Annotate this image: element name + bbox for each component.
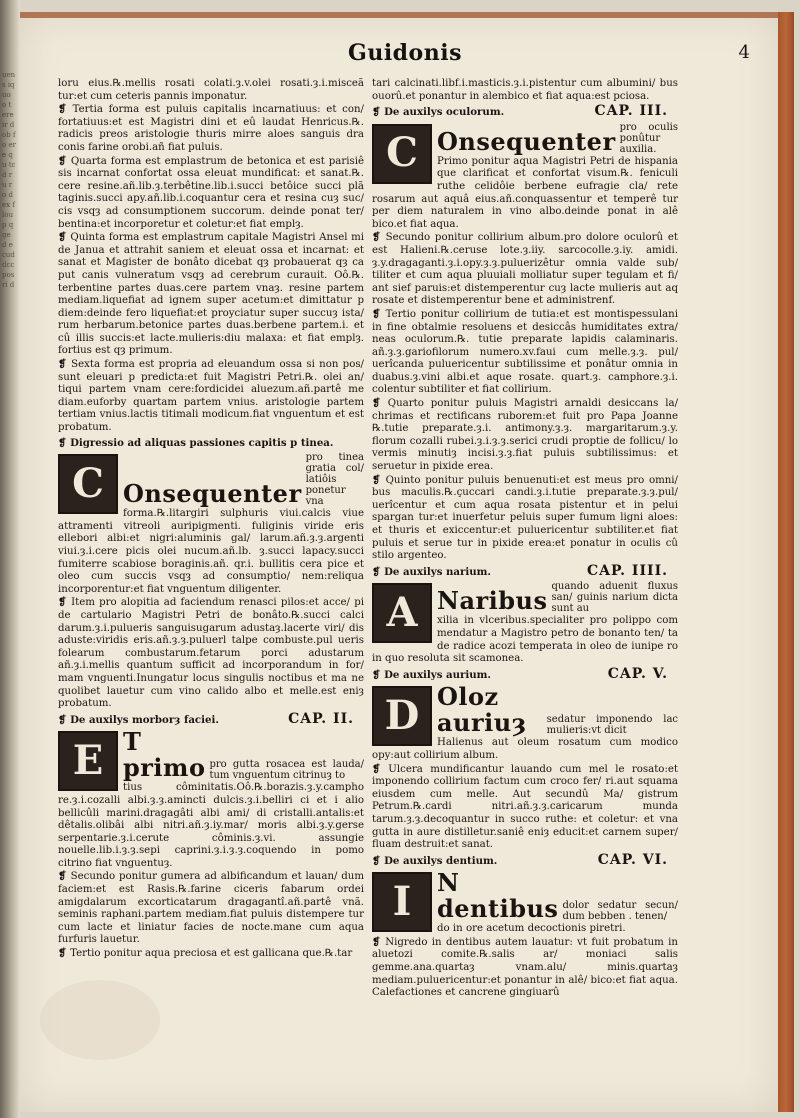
initial-letter: C [386,129,418,177]
section-heading [372,665,678,682]
paragraph-text: Quinto ponitur puluis benuenuti:et est meus pro omni/ bus maculis.℞.çuccari candi.ȝ.i.tutie preparate.ȝ.ȝ.pul/ uerîcentur et cum aqua rosata pistentur et in pelui spargan tur:et inuerfetur peluis super fumum ligni aloes: et thuris et exiccentur:et puluericentur subtiliter.et fiat puluis et serue tur in pixide erea:et ponatur in oculis cû stilo argenteo. [372,474,678,562]
paragraph-text: Quarta forma est emplastrum de betonica et est parisiê sis incarnat confortat ossa eleuat mundificat: et sanat.℞. cere resine.añ.lib.ȝ.terbêtine.lib.i.succi betôice succi plã taginis.succi apy.añ.lib.i.coquantur cera et resina cuȝ suc/ cis vsqȝ ad consumptionem succorum. deinde ponat ter/ bentina:et incorporetur et coletur:et fiat emplȝ. [58,155,364,230]
opening-line [437,684,678,736]
heading-label: De auxilys dentium. [384,854,498,867]
opening-word: Onsequenter [123,479,302,509]
pilcrow-icon: ❡ [58,231,71,244]
opening-gloss: pro tinea gratia col/ latiôis ponetur vna [305,452,364,508]
heading-label: De auxilys narium. [384,565,491,578]
chapter-opening [372,581,678,665]
top-edge [20,12,794,18]
section-heading [58,437,364,450]
opening-word: T primo [123,727,206,783]
opening-text: forma.℞.litargiri sulphuris viui.calcis viue attramenti vitreoli auripigmenti. fuliginis viride eris ellebori albi:et nigri:aluminis gal/ larum.añ.ȝ.ȝ.argenti viui.ȝ.i.cere picis olei nucum.añ.lb. ȝ.succi lapacy.succi fumiterre scabiose boraginis.añ. qr.i. bullitis cera pice et oleo cum succis vsqȝ ad consumptio/ nem:reliqua incorporentur:et fiat vnguentum diligenter. [58,508,364,595]
opening-gloss: pro gutta rosacea est lauda/ tum vnguentum citrinuȝ to [209,759,364,782]
section-heading [372,562,678,579]
paragraph-text: Quarto ponitur puluis Magistri arnaldi desiccans la/ chrimas et rectificans ruborem:et fuit pro Papa Joanne ℞.tutie preparate.ȝ.i. antimony.ȝ.ȝ. margaritarum.ȝ.y. florum cozalli rubei.ȝ.i.ȝ.ȝ.serici crudi proptie de follicu/ lo vermis minutiȝ incisi.ȝ.ȝ.fiat puluis subtilissimus: et seruetur in pixide erea. [372,398,679,473]
opening-gloss: quando aduenit fluxus san/ guinis narium dicta sunt au [551,581,678,615]
heading-label: Digressio ad aliquas passiones capitis p tinea. [70,436,334,449]
pilcrow-icon: ❡ [372,935,386,948]
pilcrow-icon: ❡ [372,565,385,578]
opening-word: Naribus [437,586,548,616]
heading-text [372,566,491,579]
paragraph [58,870,364,947]
folio-number: 4 [738,42,750,63]
paragraph [372,308,678,397]
woodcut-initial [372,686,432,746]
paragraph [372,763,678,852]
section-heading [372,851,678,868]
opening-gloss: pro oculis ponûtur auxilia. [619,121,678,155]
pilcrow-icon: ❡ [58,103,73,116]
paragraph [372,474,678,563]
paragraph-text: Sexta forma est propria ad eleuandum ossa si non pos/ sunt eleuari p predicta:et fuit Magistri Petri.℞. olei an/ tiqui partem vnam cere:fordicidei aluezum.añ.partê me diam.euforby quartam partem vnius. aristologie partem tertiam vnius.lactis titimali modicum.fiat vnguentum et est probatum. [58,359,364,434]
pilcrow-icon: ❡ [58,436,71,449]
pilcrow-icon: ❡ [372,106,385,119]
pilcrow-icon: ❡ [372,397,388,410]
chapter-opening [58,729,364,870]
chapter-number: CAP. IIII. [586,562,668,579]
opening-line [123,729,364,781]
opening-line [123,452,364,507]
woodcut-initial [372,583,432,643]
chapter-number: CAP. II. [288,710,354,727]
heading-label: De auxilys oculorum. [384,106,505,119]
paragraph [372,397,678,474]
heading-text [58,714,219,727]
pilcrow-icon: ❡ [58,358,72,371]
chapter-opening [58,452,364,596]
opening-text: tius côminitatis.Oô.℞.borazis.ȝ.y.campho re.ȝ.i.cozalli albi.ȝ.ȝ.amincti dulcis.ȝ.i.belliri ci et i alio bellicûli marini.dragagâti albi ami/ di cristalli.antalis:et dêtalis.olibâi albi nitri.añ.ȝ.iy.mar/ moris albi.ȝ.y.gerse serpentarie.ȝ.i.cerute côminis.ȝ.vi. assungie nouelle.lib.i.ȝ.ȝ.sepi caprini.ȝ.i.ȝ.ȝ.coquendo in pomo citrino fiat vnguentuȝ. [58,782,364,869]
opening-text: xilia in vlceribus.specialiter pro polippo com mendatur a Magistro petro de bonanto ten/ ta de radice acozi temperata in oleo de iunipe ro in quo resoluta sit scamonea. [372,615,678,665]
paragraph [372,231,678,308]
heading-label: De auxilys aurium. [384,668,491,681]
heading-text [58,437,333,450]
red-page-border [778,12,794,1112]
chapter-opening [372,684,678,762]
paragraph [58,103,364,154]
paragraph-text: Tertia forma est puluis capitalis incarnatiuus: et con/ fortatiuus:et est Magistri dini et eû laudat Henricus.℞. radicis preos aristologie thuris mirre aloes sanguis dra conis farine orobi.añ fiat puluis. [58,104,364,153]
right-column [372,78,678,1000]
pilcrow-icon: ❡ [372,668,385,681]
heading-label: De auxilys morborȝ faciei. [70,713,219,726]
pilcrow-icon: ❡ [58,713,71,726]
paragraph [58,155,364,232]
opening-gloss: dolor sedatur secun/ dum bebben . tenen/ [562,900,678,923]
initial-letter: C [72,459,104,507]
paragraph-text: Tertio ponitur collirium de tutia:et est montispessulani in fine obtalmie resoluens et desiccâs humiditates extra/ neas oculorum.℞. tutie preparate lapidis calaminaris. añ.ȝ.ȝ.gariofilorum numero.xv.faui cum melle.ȝ.ȝ. pul/ uerîcanda puluericentur subtilissime et ponâtur omnia in duabus.ȝ.vini albi.et aque rosate. quart.ȝ. camphore.ȝ.i. colentur subtiliter et fiat collirium. [372,308,678,396]
woodcut-initial [372,124,432,184]
paper-stain [40,980,160,1060]
woodcut-initial [372,872,432,932]
paragraph [58,947,364,961]
initial-letter: A [386,589,418,637]
chapter-number: CAP. III. [594,103,668,120]
paragraph-text: Quinta forma est emplastrum capitale Magistri Ansel mi de Janua et attrahit saniem et eleuat ossa et incarnat: et sanat et Magister de bonâto dicebat qȝ probauerat qȝ ca put canis vulneratum vsqȝ ad cerebrum curauit. Oô.℞. terbentine partes duas.cere partem vnaȝ. resine partem mediam.liquefiat ad ignem super acetum:et dimittatur p diem:deinde fero liquefiat:et proyciatur super succuȝ ista/ rum herbarum.betonice partes duas.berbene partem.i. et cû illis succis:et lacte.mulieris:diu malaxa: et fiat emplȝ. fortius est qȝ primum. [58,232,364,357]
opening-text: Primo ponitur aqua Magistri Petri de hispania que clarificat et confortat visum.℞. feniculi ruthe celidôie berbene eufragie cla/ rete rosarum aut aquâ eius.añ.conquassentur et temperê tur per diem naturalem in vino albo.deinde ponat in alê bico.et fiat aqua. [372,155,678,230]
opening-word: Oloz auriuȝ [437,682,527,738]
heading-text [372,855,497,868]
left-column [58,78,364,961]
pilcrow-icon: ❡ [372,762,389,775]
chapter-opening [372,122,678,232]
paragraph-text: Tertio ponitur aqua preciosa et est gallicana que.℞.tar [70,948,353,960]
initial-letter: I [392,877,412,925]
opening-gloss: sedatur imponendo lac mulieris:vt dicit [546,714,678,737]
page-header [60,40,750,70]
text-block: tari calcinati.libf.i.masticis.ȝ.i.pistentur cum albumini/ bus ouorû.et ponantur in alembico et fiat aqua:est pciosa. [372,78,678,102]
opening-line [437,122,678,155]
paragraph-text: Secundo ponitur gumera ad albificandum et lauan/ dum faciem:et est Rasis.℞.farine ciceris fabarum ordei amigdalarum excorticatarum dragagantî.añ.partê vnã. seminis raphani.partem mediam.fiat puluis distempere tur cum lacte et liniatur facies de nocte.mane cum aqua furfuris lauetur. [58,871,364,946]
opening-text: do in ore acetum decoctionis piretri. [437,923,626,935]
heading-text [372,106,504,119]
paragraph [58,231,364,358]
pilcrow-icon: ❡ [372,854,385,867]
opening-word: Onsequenter [437,126,616,156]
paragraph [58,596,364,710]
woodcut-initial [58,454,118,514]
pilcrow-icon: ❡ [58,596,72,609]
woodcut-initial [58,731,118,791]
paragraph-text: Ulcera mundificantur lauando cum mel le rosato:et imponendo collirium factum cum croco fer/ ri.aut squama eiusdem cum melle. Aut secundû Ma/ gistrum Petrum.℞.cardi nitri.añ.ȝ.ȝ.caricarum munda tarum.ȝ.ȝ.decoquantur in succo ruthe: et coletur: et vna gutta in aure distilletur.saniê eniȝ educit:et carnem super/ fluam destruit:et sanat. [372,763,678,851]
pilcrow-icon: ❡ [58,947,71,960]
pilcrow-icon: ❡ [58,870,71,883]
opening-line [437,581,678,614]
paragraph [372,936,678,1000]
initial-letter: D [384,692,420,740]
pilcrow-icon: ❡ [58,154,71,167]
initial-letter: E [72,737,104,785]
heading-text [372,669,491,682]
pilcrow-icon: ❡ [372,473,386,486]
paragraph-text: Item pro alopitia ad faciendum renasci pilos:et acce/ pi de cartulario Magistri Petri de bonâto.℞.succi calci darum.ȝ.i.pulueris sanguisugarum adustaȝ.lacerte viri/ dis aduste:viridis eris.añ.ȝ.ȝ.puluerl talpe combuste.pul ueris folearum combustarum.fetarum porci adustarum añ.ȝ.i.mellis quantum sufficit ad incorporandum in for/ mam vnguenti.Inungatur locus singulis noctibus et ma ne quolibet lauetur cum vino calido albo et melle.est eniȝ probatum. [58,597,364,710]
section-heading [372,105,678,119]
chapter-opening [372,870,678,936]
opening-text: Halienus aut oleum rosatum cum modico opy:aut collirium album. [372,737,678,761]
paragraph-text: Nigredo in dentibus autem lauatur: vt fuit probatum in aluetozi comite.℞.salis ar/ moniaci salis gemme.ana.quartaȝ vnam.alu/ minis.quartaȝ mediam.puluericentur:et ponantur in alê/ bico:et fiat aqua. Calefactiones et cancrene gingiuarû [372,936,678,999]
chapter-number: CAP. V. [607,665,668,682]
paragraph [58,358,364,435]
text-block: loru eius.℞.mellis rosati colati.ȝ.v.olei rosati.ȝ.i.misceã tur:et cum ceteris pannis imponatur. [58,78,364,102]
paragraph-text: Secundo ponitur collirium album.pro dolore oculorû et est Halieni.℞.ceruse lote.ȝ.iiy. sarcocolle.ȝ.iy. amidi. ȝ.y.dragaganti.ȝ.i.opy.ȝ.ȝ.puluerizêtur omnia valde sub/ tiliter et cum aqua pluuiali molliatur super tegulam et fi/ ant sief paruis:et distemperentur cuȝ lacte mulieris aut aq rosate et distemperentur bene et administrenf. [372,232,678,307]
facing-page-text-fragments: uens iquo o t ere ir d ob fo ere qu tcd ru r o d ex f lou p q ge d ecud dcc pos ri d [2,71,16,289]
running-title: Guidonis [348,40,462,66]
section-heading [58,710,364,727]
pilcrow-icon: ❡ [372,307,386,320]
chapter-number: CAP. VI. [597,851,668,868]
pilcrow-icon: ❡ [372,231,386,244]
opening-line [437,870,678,922]
opening-word: N dentibus [437,868,559,924]
